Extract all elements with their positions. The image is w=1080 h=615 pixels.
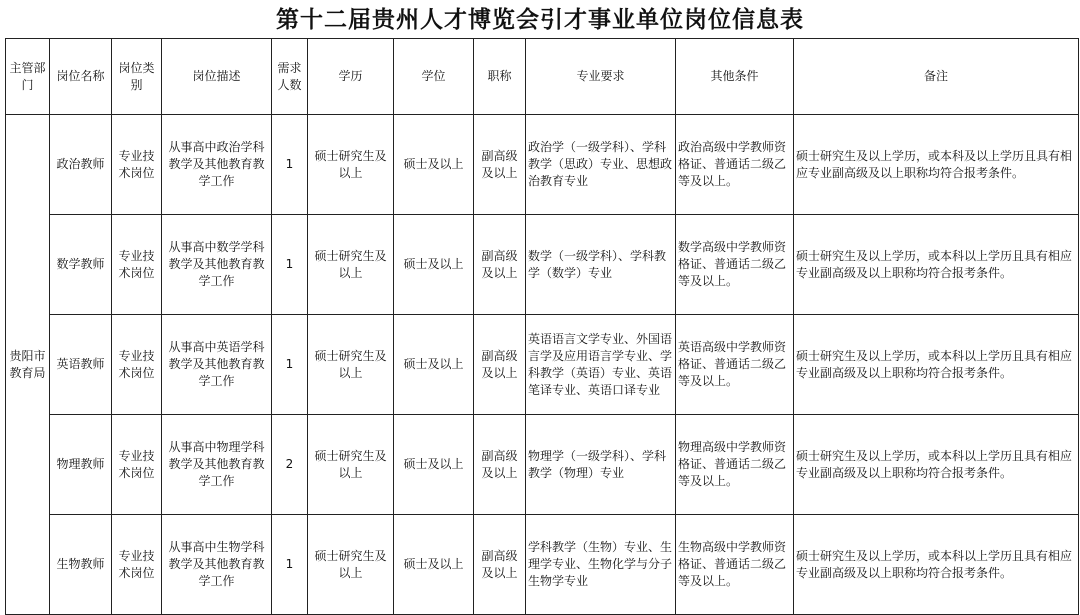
header-education: 学历 — [308, 39, 394, 115]
desc-cell: 从事高中数学学科教学及其他教育教学工作 — [162, 215, 272, 315]
other-cell: 英语高级中学教师资格证、普通话二级乙等及以上。 — [676, 315, 794, 415]
count-cell: 1 — [272, 315, 308, 415]
table-row — [6, 315, 1079, 415]
degree-cell: 硕士及以上 — [394, 215, 474, 315]
education-cell: 硕士研究生及以上 — [308, 515, 394, 615]
title-cell: 副高级及以上 — [474, 215, 526, 315]
education-cell: 硕士研究生及以上 — [308, 115, 394, 215]
header-title: 职称 — [474, 39, 526, 115]
remark-cell: 硕士研究生及以上学历，或本科以上学历且具有相应专业副高级及以上职称均符合报考条件。 — [794, 215, 1079, 315]
degree-cell: 硕士及以上 — [394, 515, 474, 615]
major-cell: 学科教学（生物）专业、生理学专业、生物化学与分子生物学专业 — [526, 515, 676, 615]
header-remark: 备注 — [794, 39, 1079, 115]
post-type-cell: 专业技术岗位 — [112, 515, 162, 615]
other-cell: 数学高级中学教师资格证、普通话二级乙等及以上。 — [676, 215, 794, 315]
count-cell: 1 — [272, 115, 308, 215]
title-cell: 副高级及以上 — [474, 415, 526, 515]
remark-cell: 硕士研究生及以上学历，或本科以上学历且具有相应专业副高级及以上职称均符合报考条件。 — [794, 415, 1079, 515]
remark-cell: 硕士研究生及以上学历，或本科以上学历且具有相应专业副高级及以上职称均符合报考条件。 — [794, 315, 1079, 415]
count-cell: 2 — [272, 415, 308, 515]
post-name-cell: 数学教师 — [50, 215, 112, 315]
header-degree: 学位 — [394, 39, 474, 115]
degree-cell: 硕士及以上 — [394, 115, 474, 215]
education-cell: 硕士研究生及以上 — [308, 215, 394, 315]
education-cell: 硕士研究生及以上 — [308, 415, 394, 515]
desc-cell: 从事高中政治学科教学及其他教育教学工作 — [162, 115, 272, 215]
table-row — [6, 115, 1079, 215]
header-post-name: 岗位名称 — [50, 39, 112, 115]
job-info-table — [5, 38, 1079, 615]
other-cell: 政治高级中学教师资格证、普通话二级乙等及以上。 — [676, 115, 794, 215]
header-desc: 岗位描述 — [162, 39, 272, 115]
post-type-cell: 专业技术岗位 — [112, 215, 162, 315]
post-name-cell: 政治教师 — [50, 115, 112, 215]
header-major: 专业要求 — [526, 39, 676, 115]
major-cell: 政治学（一级学科）、学科教学（思政）专业、思想政治教育专业 — [526, 115, 676, 215]
post-name-cell: 生物教师 — [50, 515, 112, 615]
header-dept: 主管部门 — [6, 39, 50, 115]
education-cell: 硕士研究生及以上 — [308, 315, 394, 415]
count-cell: 1 — [272, 215, 308, 315]
dept-cell: 贵阳市教育局 — [6, 115, 50, 615]
post-type-cell: 专业技术岗位 — [112, 415, 162, 515]
desc-cell: 从事高中物理学科教学及其他教育教学工作 — [162, 415, 272, 515]
title-cell: 副高级及以上 — [474, 315, 526, 415]
remark-cell: 硕士研究生及以上学历，或本科及以上学历且具有相应专业副高级及以上职称均符合报考条件。 — [794, 115, 1079, 215]
degree-cell: 硕士及以上 — [394, 415, 474, 515]
post-name-cell: 物理教师 — [50, 415, 112, 515]
table-row — [6, 215, 1079, 315]
post-type-cell: 专业技术岗位 — [112, 115, 162, 215]
degree-cell: 硕士及以上 — [394, 315, 474, 415]
title-cell: 副高级及以上 — [474, 115, 526, 215]
header-other: 其他条件 — [676, 39, 794, 115]
major-cell: 英语语言文学专业、外国语言学及应用语言学专业、学科教学（英语）专业、英语笔译专业、英语口译专业 — [526, 315, 676, 415]
other-cell: 物理高级中学教师资格证、普通话二级乙等及以上。 — [676, 415, 794, 515]
title-cell: 副高级及以上 — [474, 515, 526, 615]
header-row — [6, 39, 1079, 115]
remark-cell: 硕士研究生及以上学历，或本科以上学历且具有相应专业副高级及以上职称均符合报考条件。 — [794, 515, 1079, 615]
table-row — [6, 515, 1079, 615]
count-cell: 1 — [272, 515, 308, 615]
major-cell: 数学（一级学科）、学科教学（数学）专业 — [526, 215, 676, 315]
table-row — [6, 415, 1079, 515]
desc-cell: 从事高中英语学科教学及其他教育教学工作 — [162, 315, 272, 415]
post-type-cell: 专业技术岗位 — [112, 315, 162, 415]
header-post-type: 岗位类别 — [112, 39, 162, 115]
desc-cell: 从事高中生物学科教学及其他教育教学工作 — [162, 515, 272, 615]
major-cell: 物理学（一级学科）、学科教学（物理）专业 — [526, 415, 676, 515]
post-name-cell: 英语教师 — [50, 315, 112, 415]
header-count: 需求人数 — [272, 39, 308, 115]
other-cell: 生物高级中学教师资格证、普通话二级乙等及以上。 — [676, 515, 794, 615]
page-title: 第十二届贵州人才博览会引才事业单位岗位信息表 — [276, 6, 804, 33]
